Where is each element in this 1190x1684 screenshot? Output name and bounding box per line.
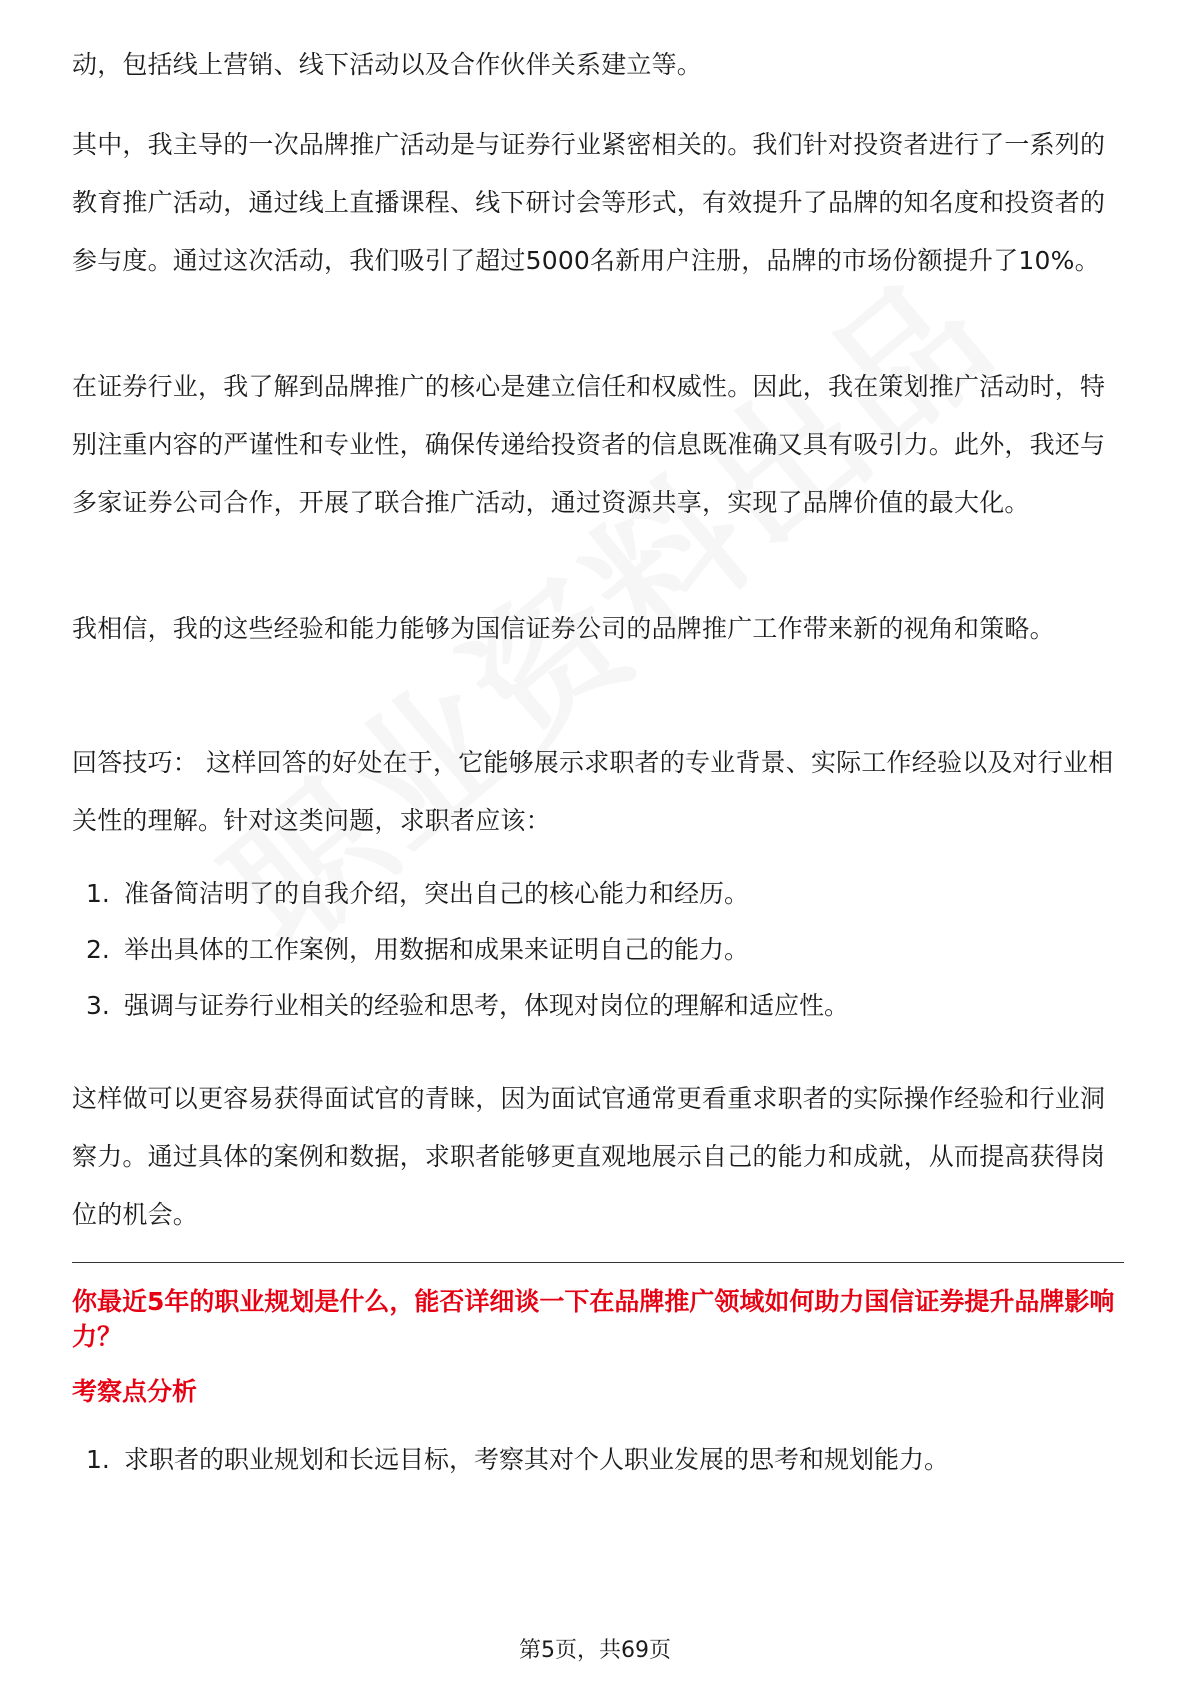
list-item xyxy=(72,866,1124,922)
page-number-footer: 第5页，共69页 xyxy=(519,1638,671,1663)
list-item-text: 强调与证券行业相关的经验和思考，体现对岗位的理解和适应性。 xyxy=(124,991,850,1020)
analysis-list xyxy=(72,1432,1124,1488)
list-item-text: 准备简洁明了的自我介绍，突出自己的核心能力和经历。 xyxy=(124,879,750,908)
paragraph-brand-campaign: 其中，我主导的一次品牌推广活动是与证券行业紧密相关的。我们针对投资者进行了一系列的教育推广活动，通过线上直播课程、线下研讨会等形式，有效提升了品牌的知名度和投资者的参与度。通过这次活动，我们吸引了超过5000名新用户注册，品牌的市场份额提升了10%。 xyxy=(72,130,1106,275)
list-item xyxy=(72,922,1124,978)
question-heading: 你最近5年的职业规划是什么，能否详细谈一下在品牌推广领域如何助力国信证券提升品牌影响力？ xyxy=(72,1287,1115,1351)
analysis-heading: 考察点分析 xyxy=(72,1377,198,1406)
paragraph-intro-tail: 动，包括线上营销、线下活动以及合作伙伴关系建立等。 xyxy=(72,50,703,79)
paragraph-conclusion: 这样做可以更容易获得面试官的青睐，因为面试官通常更看重求职者的实际操作经验和行业洞察力。通过具体的案例和数据，求职者能够更直观地展示自己的能力和成就，从而提高获得岗位的机会。 xyxy=(72,1084,1106,1229)
paragraph-trust-authority: 在证券行业，我了解到品牌推广的核心是建立信任和权威性。因此，我在策划推广活动时，特别注重内容的严谨性和专业性，确保传递给投资者的信息既准确又具有吸引力。此外，我还与多家证券公司合作，开展了联合推广活动，通过资源共享，实现了品牌价值的最大化。 xyxy=(72,372,1106,517)
list-item xyxy=(72,1432,1124,1488)
list-item-text: 举出具体的工作案例，用数据和成果来证明自己的能力。 xyxy=(124,935,750,964)
list-item-number: 2. xyxy=(86,935,110,964)
list-item-number: 1. xyxy=(86,1445,110,1474)
section-divider xyxy=(72,1262,1124,1263)
list-item-text: 求职者的职业规划和长远目标，考察其对个人职业发展的思考和规划能力。 xyxy=(124,1445,950,1474)
tips-list xyxy=(72,866,1124,1034)
paragraph-belief: 我相信，我的这些经验和能力能够为国信证券公司的品牌推广工作带来新的视角和策略。 xyxy=(72,614,1055,643)
list-item xyxy=(72,978,1124,1034)
list-item-number: 3. xyxy=(86,991,110,1020)
paragraph-answer-tips: 回答技巧： 这样回答的好处在于，它能够展示求职者的专业背景、实际工作经验以及对行业相关性的理解。针对这类问题，求职者应该： xyxy=(72,748,1114,835)
list-item-number: 1. xyxy=(86,879,110,908)
